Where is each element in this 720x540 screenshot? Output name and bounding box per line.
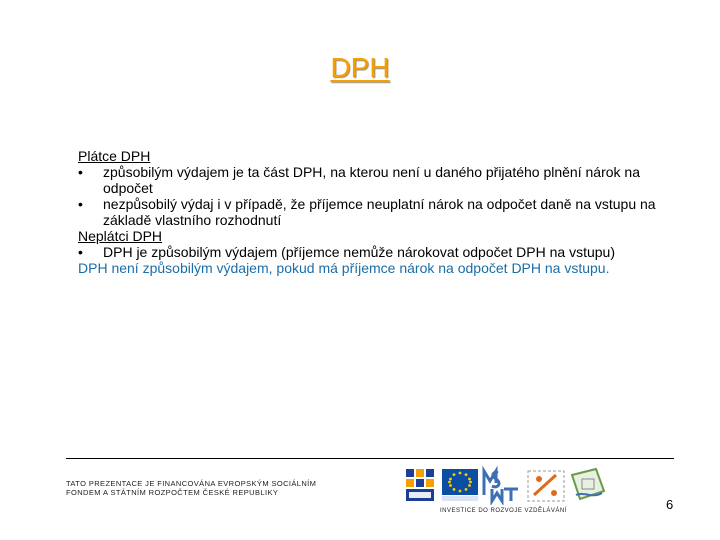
slide-title: DPH — [330, 52, 390, 83]
bullet-item — [78, 196, 678, 228]
bullet-item — [78, 244, 678, 260]
msmt-logo-icon — [484, 471, 518, 501]
neplatci-heading: Neplátci DPH — [78, 228, 163, 244]
footer-divider — [66, 458, 674, 459]
logo-strip — [404, 465, 608, 505]
bullet-icon: • — [78, 196, 83, 212]
bullet-text: DPH je způsobilým výdajem (příjemce nemůže nárokovat odpočet DPH na vstupu) — [103, 244, 616, 260]
bullet-icon: • — [78, 164, 83, 180]
logo-strip-graphic — [404, 465, 608, 505]
funding-text-line: FONDEM A STÁTNÍM ROZPOČTEM ČESKÉ REPUBLIKY — [66, 488, 279, 497]
bullet-text: způsobilým výdajem je ta část DPH, na kterou není u daného přijatého plnění nárok na odpočet — [103, 164, 640, 196]
logo-caption: INVESTICE DO ROZVOJE VZDĚLÁVÁNÍ — [440, 508, 567, 514]
note-text: DPH není způsobilým výdajem, pokud má příjemce nárok na odpočet DPH na vstupu. — [78, 260, 610, 276]
eu-flag-icon — [442, 469, 478, 501]
op-vk-logo-icon — [528, 471, 564, 501]
bullet-item — [78, 164, 678, 196]
esf-logo-icon — [404, 467, 436, 501]
bullet-text: nezpůsobilý výdaj i v případě, že příjemce neuplatní nárok na odpočet daně na vstupu na základě vlastního rozhodnutí — [103, 196, 656, 228]
funding-text — [66, 479, 356, 497]
funding-text-line: TATO PREZENTACE JE FINANCOVÁNA EVROPSKÝM SOCIÁLNÍM — [66, 479, 317, 488]
slide-content — [78, 148, 678, 276]
page-number: 6 — [666, 497, 674, 512]
education-logo-icon — [572, 469, 604, 499]
platce-heading: Plátce DPH — [78, 148, 151, 164]
bullet-icon: • — [78, 244, 83, 260]
